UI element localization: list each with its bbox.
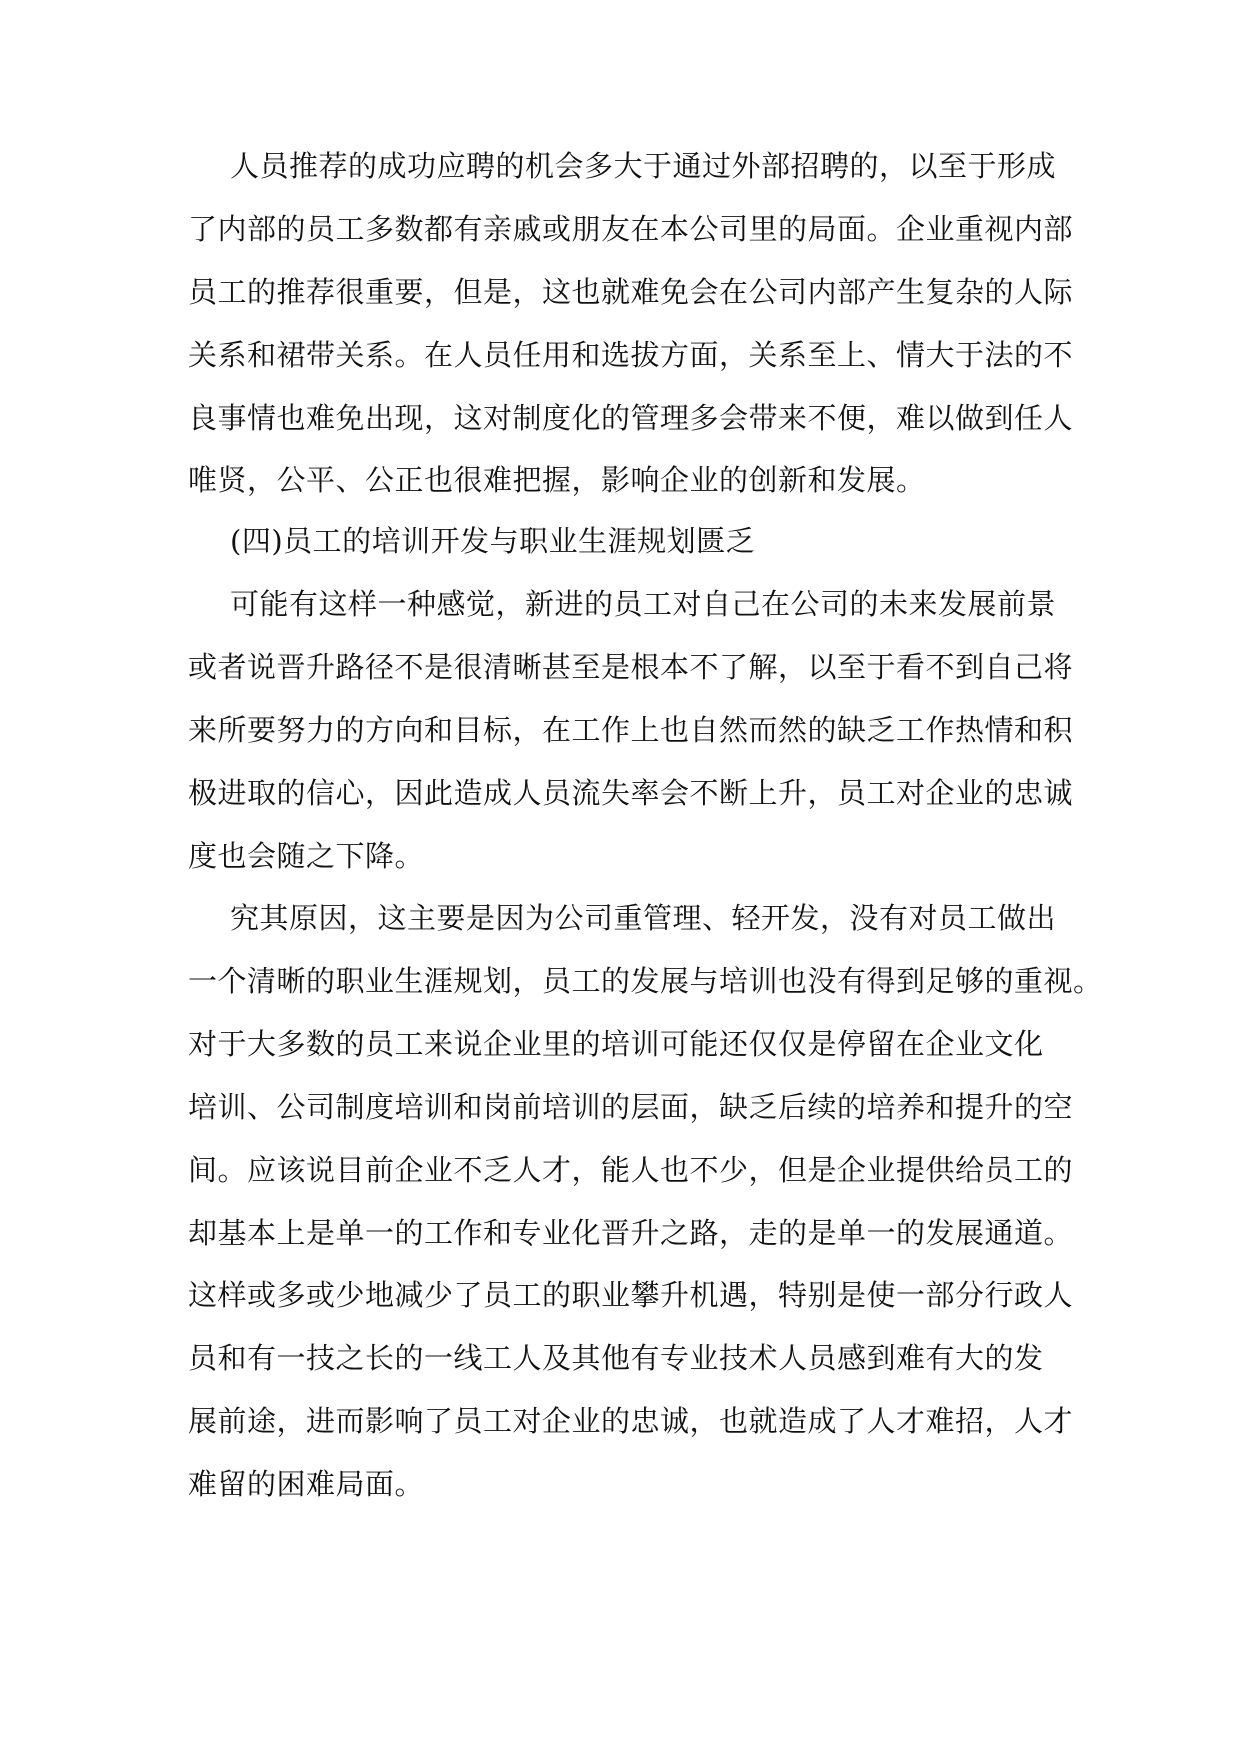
paragraph-3-line-7: 这样或多或少地减少了员工的职业攀升机遇，特别是使一部分行政人 <box>188 1278 1074 1312</box>
paragraph-2-line-3: 来所要努力的方向和目标，在工作上也自然而然的缺乏工作热情和积 <box>188 713 1074 747</box>
paragraph-1-line-4: 关系和裙带关系。在人员任用和选拔方面，关系至上、情大于法的不 <box>188 338 1074 372</box>
paragraph-3-line-1: 究其原因，这主要是因为公司重管理、轻开发，没有对员工做出 <box>230 901 1057 935</box>
paragraph-3-line-10: 难留的困难局面。 <box>188 1467 425 1501</box>
paragraph-1-line-5: 良事情也难免出现，这对制度化的管理多会带来不便，难以做到任人 <box>188 401 1074 435</box>
paragraph-3-line-2: 一个清晰的职业生涯规划，员工的发展与培训也没有得到足够的重视。 <box>188 964 1103 998</box>
paragraph-1-line-2: 了内部的员工多数都有亲戚或朋友在本公司里的局面。企业重视内部 <box>188 212 1074 246</box>
paragraph-2-line-5: 度也会随之下降。 <box>188 839 425 873</box>
paragraph-3-line-3: 对于大多数的员工来说企业里的培训可能还仅仅是停留在企业文化 <box>188 1027 1044 1061</box>
paragraph-1-line-6: 唯贤，公平、公正也很难把握，影响企业的创新和发展。 <box>188 463 926 497</box>
section-heading: (四)员工的培训开发与职业生涯规划匮乏 <box>230 524 756 558</box>
paragraph-1-line-3: 员工的推荐很重要，但是，这也就难免会在公司内部产生复杂的人际 <box>188 275 1074 309</box>
paragraph-1-line-1: 人员推荐的成功应聘的机会多大于通过外部招聘的，以至于形成 <box>230 149 1057 183</box>
paragraph-2-line-4: 极进取的信心，因此造成人员流失率会不断上升，员工对企业的忠诚 <box>188 776 1074 810</box>
paragraph-2-line-2: 或者说晋升路径不是很清晰甚至是根本不了解，以至于看不到自己将 <box>188 650 1074 684</box>
paragraph-2-line-1: 可能有这样一种感觉，新进的员工对自己在公司的未来发展前景 <box>230 587 1057 621</box>
paragraph-3-line-4: 培训、公司制度培训和岗前培训的层面，缺乏后续的培养和提升的空 <box>188 1090 1074 1124</box>
paragraph-3-line-6: 却基本上是单一的工作和专业化晋升之路，走的是单一的发展通道。 <box>188 1216 1074 1250</box>
paragraph-3-line-8: 员和有一技之长的一线工人及其他有专业技术人员感到难有大的发 <box>188 1341 1044 1375</box>
paragraph-3-line-5: 间。应该说目前企业不乏人才，能人也不少，但是企业提供给员工的 <box>188 1153 1074 1187</box>
paragraph-3-line-9: 展前途，进而影响了员工对企业的忠诚，也就造成了人才难招，人才 <box>188 1404 1074 1438</box>
